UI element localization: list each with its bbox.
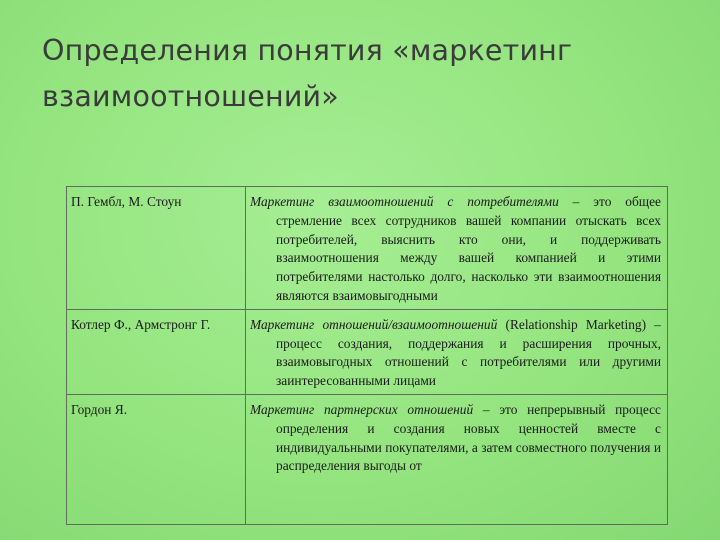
definition-text <box>250 401 661 476</box>
definition-cell <box>246 309 668 394</box>
author-cell <box>67 394 246 524</box>
author-name: П. Гембл, М. Стоун <box>71 194 182 209</box>
slide-title <box>42 28 702 120</box>
author-cell <box>67 187 246 310</box>
author-cell <box>67 309 246 394</box>
definition-body: – это общее стремление всех сотрудников вашей компании отыскать всех потребителей, выяснить кто они, и поддерживать взаимоотношения между вашей компанией и этими потребителями настолько долго, насколько эти взаимоотношения являются взаимовыгодными <box>276 194 661 303</box>
definition-cell <box>246 394 668 524</box>
author-name: Гордон Я. <box>71 401 128 417</box>
slide-title-line-1: Определения понятия «маркетинг <box>42 34 573 67</box>
definition-text <box>250 193 661 306</box>
table-row <box>67 309 668 394</box>
definition-term: Маркетинг взаимоотношений с потребителями <box>250 194 559 209</box>
table-row <box>67 187 668 310</box>
definition-body: – это непрерывный процесс определения и создания новых ценностей вместе с индивидуальными покупателями, а затем совместного получения и распределения выгоды от <box>276 401 661 474</box>
slide-title-line-2: взаимоотношений» <box>42 80 339 113</box>
definition-body: (Relationship Marketing) – процесс создания, поддержания и расширения прочных, взаимовыгодных отношений с потребителями или другими заинтересованными лицами <box>276 316 661 389</box>
definition-cell <box>246 187 668 310</box>
definitions-table <box>66 186 668 525</box>
definition-text <box>250 316 661 391</box>
author-name: Котлер Ф., Армстронг Г. <box>71 316 211 332</box>
table-row <box>67 394 668 524</box>
definition-term: Маркетинг отношений/взаимоотношений <box>250 316 498 332</box>
definition-term: Маркетинг партнерских отношений <box>250 401 474 417</box>
